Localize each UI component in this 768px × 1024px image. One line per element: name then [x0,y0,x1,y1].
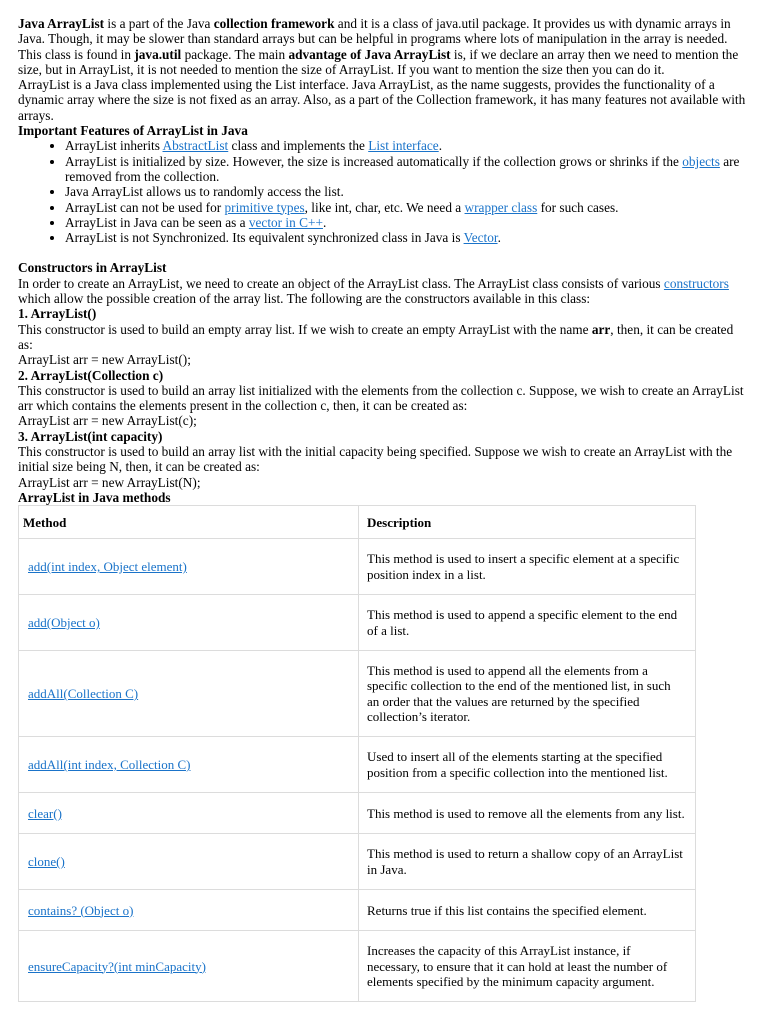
method-link[interactable]: clone() [28,854,65,870]
intro-text: and it is a class of java.util package. It provides us with dynamic arrays in Java. Though, it may be slower than standard arrays but can be helpful in programs where lots of manipulation in the array is needed. This class is found in [18,16,731,62]
abstractlist-link[interactable]: AbstractList [162,138,229,154]
constructor-1-desc [18,322,750,353]
intro-paragraph [18,16,750,77]
table-row [19,793,696,834]
intro-paragraph-2: ArrayList is a Java class implemented using the List interface. Java ArrayList, as the name suggests, provides the functionality of a dynamic array where the size is not fixed as an array. Also, as a part of the Collection framework, it has many features not available with arrays. [18,77,746,123]
constructors-link[interactable]: constructors [663,275,729,291]
list-item [65,200,750,215]
primitive-types-link[interactable]: primitive types [224,199,305,215]
list-item-text: ArrayList is not Synchronized. Its equivalent synchronized class in Java is [65,230,464,246]
list-interface-link[interactable]: List interface [368,138,439,154]
method-cell [19,931,359,1002]
spacer [18,245,750,260]
method-link[interactable]: clear() [28,805,62,821]
constructors-intro-text: which allow the possible creation of the array list. The following are the constructors available in this class: [18,291,591,307]
list-item [65,154,750,185]
constructor-3-code: ArrayList arr = new ArrayList(N); [18,474,201,490]
list-item [65,215,750,230]
constructor-2-code: ArrayList arr = new ArrayList(c); [18,413,197,429]
intro-term-collection-framework: collection framework [213,16,335,31]
method-cell [19,890,359,931]
list-item-text: . [497,230,501,246]
intro-text: package. The main [181,46,289,62]
method-cell [19,834,359,890]
description-cell: Increases the capacity of this ArrayList instance, if necessary, to ensure that it can hold at least the number of elements specified by the minimum capacity argument. [359,931,696,1002]
constructor-1-code: ArrayList arr = new ArrayList(); [18,352,191,368]
methods-heading: ArrayList in Java methods [18,489,171,505]
constructor-1-title: 1. ArrayList() [18,306,97,322]
description-cell: This method is used to remove all the elements from any list. [359,793,696,834]
description-cell: This method is used to insert a specific element at a specific position index in a list. [359,539,696,595]
method-cell [19,793,359,834]
table-row [19,651,696,737]
table-row [19,890,696,931]
features-heading: Important Features of ArrayList in Java [18,123,248,139]
method-cell [19,595,359,651]
list-item-text: , like int, char, etc. We need a [304,199,465,215]
list-item-text: for such cases. [537,199,619,215]
table-header-row [19,506,696,539]
list-item-text: . [438,138,443,154]
description-cell: Returns true if this list contains the specified element. [359,890,696,931]
constructor-2-title: 2. ArrayList(Collection c) [18,367,164,383]
description-cell: This method is used to append a specific element to the end of a list. [359,595,696,651]
constructor-1-text: This constructor is used to build an empty array list. If we wish to create an empty ArrayList with the name [18,321,592,337]
list-item-text: are removed from the collection. [65,153,740,184]
method-link[interactable]: add(int index, Object element) [28,559,187,575]
wrapper-class-link[interactable]: wrapper class [464,199,538,215]
intro-text: is a part of the Java [104,16,214,31]
list-item [65,230,750,245]
column-header-method: Method [19,506,359,539]
intro-term-advantage: advantage of Java ArrayList [288,46,451,62]
description-cell: This method is used to return a shallow copy of an ArrayList in Java. [359,834,696,890]
constructor-1-var: arr [591,321,611,337]
objects-link[interactable]: objects [682,153,720,169]
intro-term-arraylist: Java ArrayList [18,16,105,31]
intro-text: is, if we declare an array then we need to mention the size, but in ArrayList, it is not needed to mention the size of ArrayList. If you want to mention the size then you can do it. [18,46,739,77]
list-item-text: ArrayList in Java can be seen as a [65,214,249,230]
method-cell [19,651,359,737]
list-item-text: ArrayList is initialized by size. However, the size is increased automatically if the collection grows or shrinks if the [65,153,683,169]
constructors-intro [18,276,750,307]
description-cell: This method is used to append all the elements from a specific collection to the end of the mentioned list, in such an order that the values are returned by the specified collection’s iterator. [359,651,696,737]
list-item [65,184,750,199]
vector-in-cpp-link[interactable]: vector in C++ [248,214,323,230]
table-row [19,539,696,595]
description-cell: Used to insert all of the elements starting at the specified position from a specific collection into the mentioned list. [359,737,696,793]
list-item-text: Java ArrayList allows us to randomly access the list. [65,184,344,200]
method-link[interactable]: contains? (Object o) [28,902,134,918]
constructor-1-text: , then, it can be created as: [18,321,734,352]
list-item-text: class and implements the [228,138,369,154]
table-row [19,595,696,651]
constructors-heading: Constructors in ArrayList [18,260,167,276]
constructor-3-desc: This constructor is used to build an array list with the initial capacity being specified. Suppose we wish to create an ArrayList with the initial size being N, then, it can be created as: [18,444,733,475]
list-item-text: . [322,214,327,230]
list-item [65,138,750,153]
list-item-text: ArrayList can not be used for [65,199,225,215]
constructor-3-title: 3. ArrayList(int capacity) [18,428,163,444]
method-link[interactable]: addAll(Collection C) [28,686,139,702]
table-row [19,931,696,1002]
constructors-intro-text: In order to create an ArrayList, we need to create an object of the ArrayList class. The ArrayList class consists of various [18,275,664,291]
method-link[interactable]: add(Object o) [28,615,100,631]
features-list [18,138,750,245]
method-link[interactable]: ensureCapacity?(int minCapacity) [28,958,206,974]
intro-term-java-util: java.util [134,46,182,62]
list-item-text: ArrayList inherits [65,138,163,154]
constructor-2-desc: This constructor is used to build an array list initialized with the elements from the collection c. Suppose, we wish to create an ArrayList arr which contains the elements present in the collection c, then, it can be created as: [18,382,744,414]
table-row [19,834,696,890]
vector-link[interactable]: Vector [463,230,498,246]
methods-table [18,505,696,1002]
table-row [19,737,696,793]
method-cell [19,539,359,595]
column-header-description: Description [359,506,696,539]
method-cell [19,737,359,793]
method-link[interactable]: addAll(int index, Collection C) [28,757,191,773]
